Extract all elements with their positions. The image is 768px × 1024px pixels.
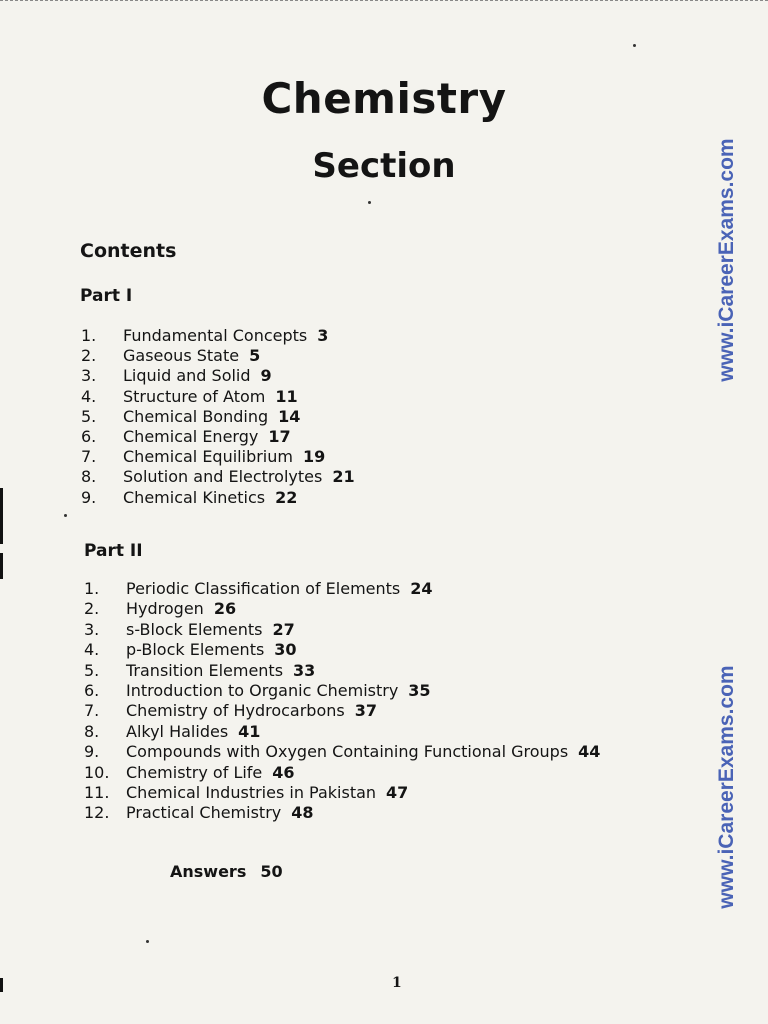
entry-page: 48: [291, 803, 314, 823]
entry-page: 30: [274, 640, 297, 660]
entry-page: 14: [278, 406, 301, 426]
part1-heading: Part I: [80, 286, 133, 306]
answers-label: Answers: [170, 862, 247, 881]
entry-page: 5: [249, 346, 261, 366]
entry-title: [126, 681, 431, 700]
entry-number: 11.: [84, 783, 110, 802]
entry-page: 19: [302, 447, 326, 467]
entry-number: 9.: [84, 742, 100, 762]
entry-number: 8.: [84, 721, 100, 741]
entry-title-text: Chemical Equilibrium: [123, 447, 293, 467]
entry-number: 7.: [84, 701, 100, 721]
entry-title-text: Chemistry of Hydrocarbons: [126, 701, 345, 721]
entry-title: [123, 488, 297, 507]
entry-title-text: s-Block Elements: [126, 619, 263, 639]
entry-title-text: p-Block Elements: [126, 640, 265, 660]
scan-edge-mark: [0, 488, 3, 544]
entry-title-text: Chemical Bonding: [123, 406, 269, 426]
entry-number: 3.: [81, 366, 97, 386]
entry-number: 2.: [84, 599, 100, 619]
entry-title-text: Gaseous State: [123, 346, 240, 366]
entry-title-text: Structure of Atom: [123, 386, 266, 406]
entry-number: 10.: [84, 762, 110, 782]
entry-title: [126, 722, 260, 741]
contents-heading: Contents: [80, 240, 177, 262]
entry-title: [126, 620, 295, 639]
entry-title: [126, 599, 236, 618]
entry-page: 17: [268, 427, 291, 446]
entry-title: [126, 783, 408, 802]
scan-edge-mark: [0, 978, 3, 992]
page-subtitle: Section: [312, 146, 456, 186]
entry-number: 5.: [81, 406, 97, 426]
top-border: [0, 0, 768, 1]
scan-speck: [146, 940, 149, 943]
entry-title: [126, 742, 600, 761]
entry-page: 46: [272, 762, 295, 782]
entry-title-text: Chemical Energy: [123, 427, 259, 446]
entry-title-text: Liquid and Solid: [123, 366, 251, 386]
entry-page: 41: [238, 721, 261, 741]
entry-title: [123, 447, 325, 466]
entry-number: 2.: [81, 346, 97, 366]
entry-page: 27: [272, 619, 295, 639]
entry-page: 11: [275, 386, 298, 406]
entry-title-text: Compounds with Oxygen Containing Functional Groups: [126, 742, 569, 762]
entry-title: [126, 579, 433, 598]
entry-title: [123, 467, 355, 486]
entry-title: [123, 407, 300, 426]
scan-speck: [64, 514, 67, 517]
scan-edge-mark: [0, 553, 3, 579]
entry-title: [126, 640, 297, 659]
watermark-bottom: www.iCareerExams.com: [715, 665, 738, 909]
part2-heading: Part II: [84, 541, 143, 561]
entry-page: 33: [293, 660, 316, 680]
answers-page: 50: [260, 862, 283, 881]
scan-speck: [368, 201, 371, 204]
entry-title-text: Alkyl Halides: [126, 721, 229, 741]
entry-number: 12.: [84, 803, 110, 823]
entry-title-text: Transition Elements: [126, 660, 284, 680]
entry-number: 6.: [81, 427, 97, 446]
entry-title: [126, 701, 377, 720]
entry-number: 9.: [81, 487, 97, 507]
entry-title: [126, 803, 314, 822]
entry-title: [126, 763, 295, 782]
entry-page: 35: [408, 681, 431, 700]
entry-page: 47: [386, 783, 409, 802]
entry-number: 4.: [81, 386, 97, 406]
entry-title: [123, 326, 328, 345]
watermark-top: www.iCareerExams.com: [715, 138, 738, 382]
entry-number: 5.: [84, 660, 100, 680]
entry-page: 37: [354, 701, 377, 721]
entry-title-text: Chemical Kinetics: [123, 487, 266, 507]
entry-title: [123, 366, 272, 385]
entry-title-text: Hydrogen: [126, 599, 204, 619]
page-title: Chemistry: [261, 74, 507, 123]
scan-speck: [633, 44, 636, 47]
entry-page: 22: [275, 487, 298, 507]
entry-page: 3: [317, 326, 329, 345]
entry-title-text: Chemical Industries in Pakistan: [126, 783, 377, 802]
page-number: 1: [392, 975, 402, 991]
entry-number: 1.: [84, 579, 100, 598]
entry-page: 21: [332, 467, 355, 487]
entry-number: 6.: [84, 681, 100, 700]
entry-title-text: Periodic Classification of Elements: [126, 579, 401, 598]
entry-number: 8.: [81, 467, 97, 487]
entry-page: 24: [410, 579, 433, 598]
entry-title: [123, 427, 291, 446]
entry-page: 44: [578, 742, 601, 762]
entry-title-text: Solution and Electrolytes: [123, 467, 323, 487]
entry-number: 4.: [84, 640, 100, 660]
entry-number: 7.: [81, 447, 97, 467]
entry-title: [123, 346, 260, 365]
entry-title-text: Practical Chemistry: [126, 803, 282, 823]
entry-title-text: Introduction to Organic Chemistry: [126, 681, 399, 700]
entry-number: 1.: [81, 326, 97, 345]
entry-page: 26: [213, 599, 237, 619]
entry-page: 9: [260, 366, 272, 386]
answers-entry: [170, 862, 283, 881]
entry-title-text: Chemistry of Life: [126, 762, 263, 782]
entry-number: 3.: [84, 619, 100, 639]
entry-title: [126, 661, 315, 680]
entry-title-text: Fundamental Concepts: [123, 326, 308, 345]
entry-title: [123, 387, 298, 406]
